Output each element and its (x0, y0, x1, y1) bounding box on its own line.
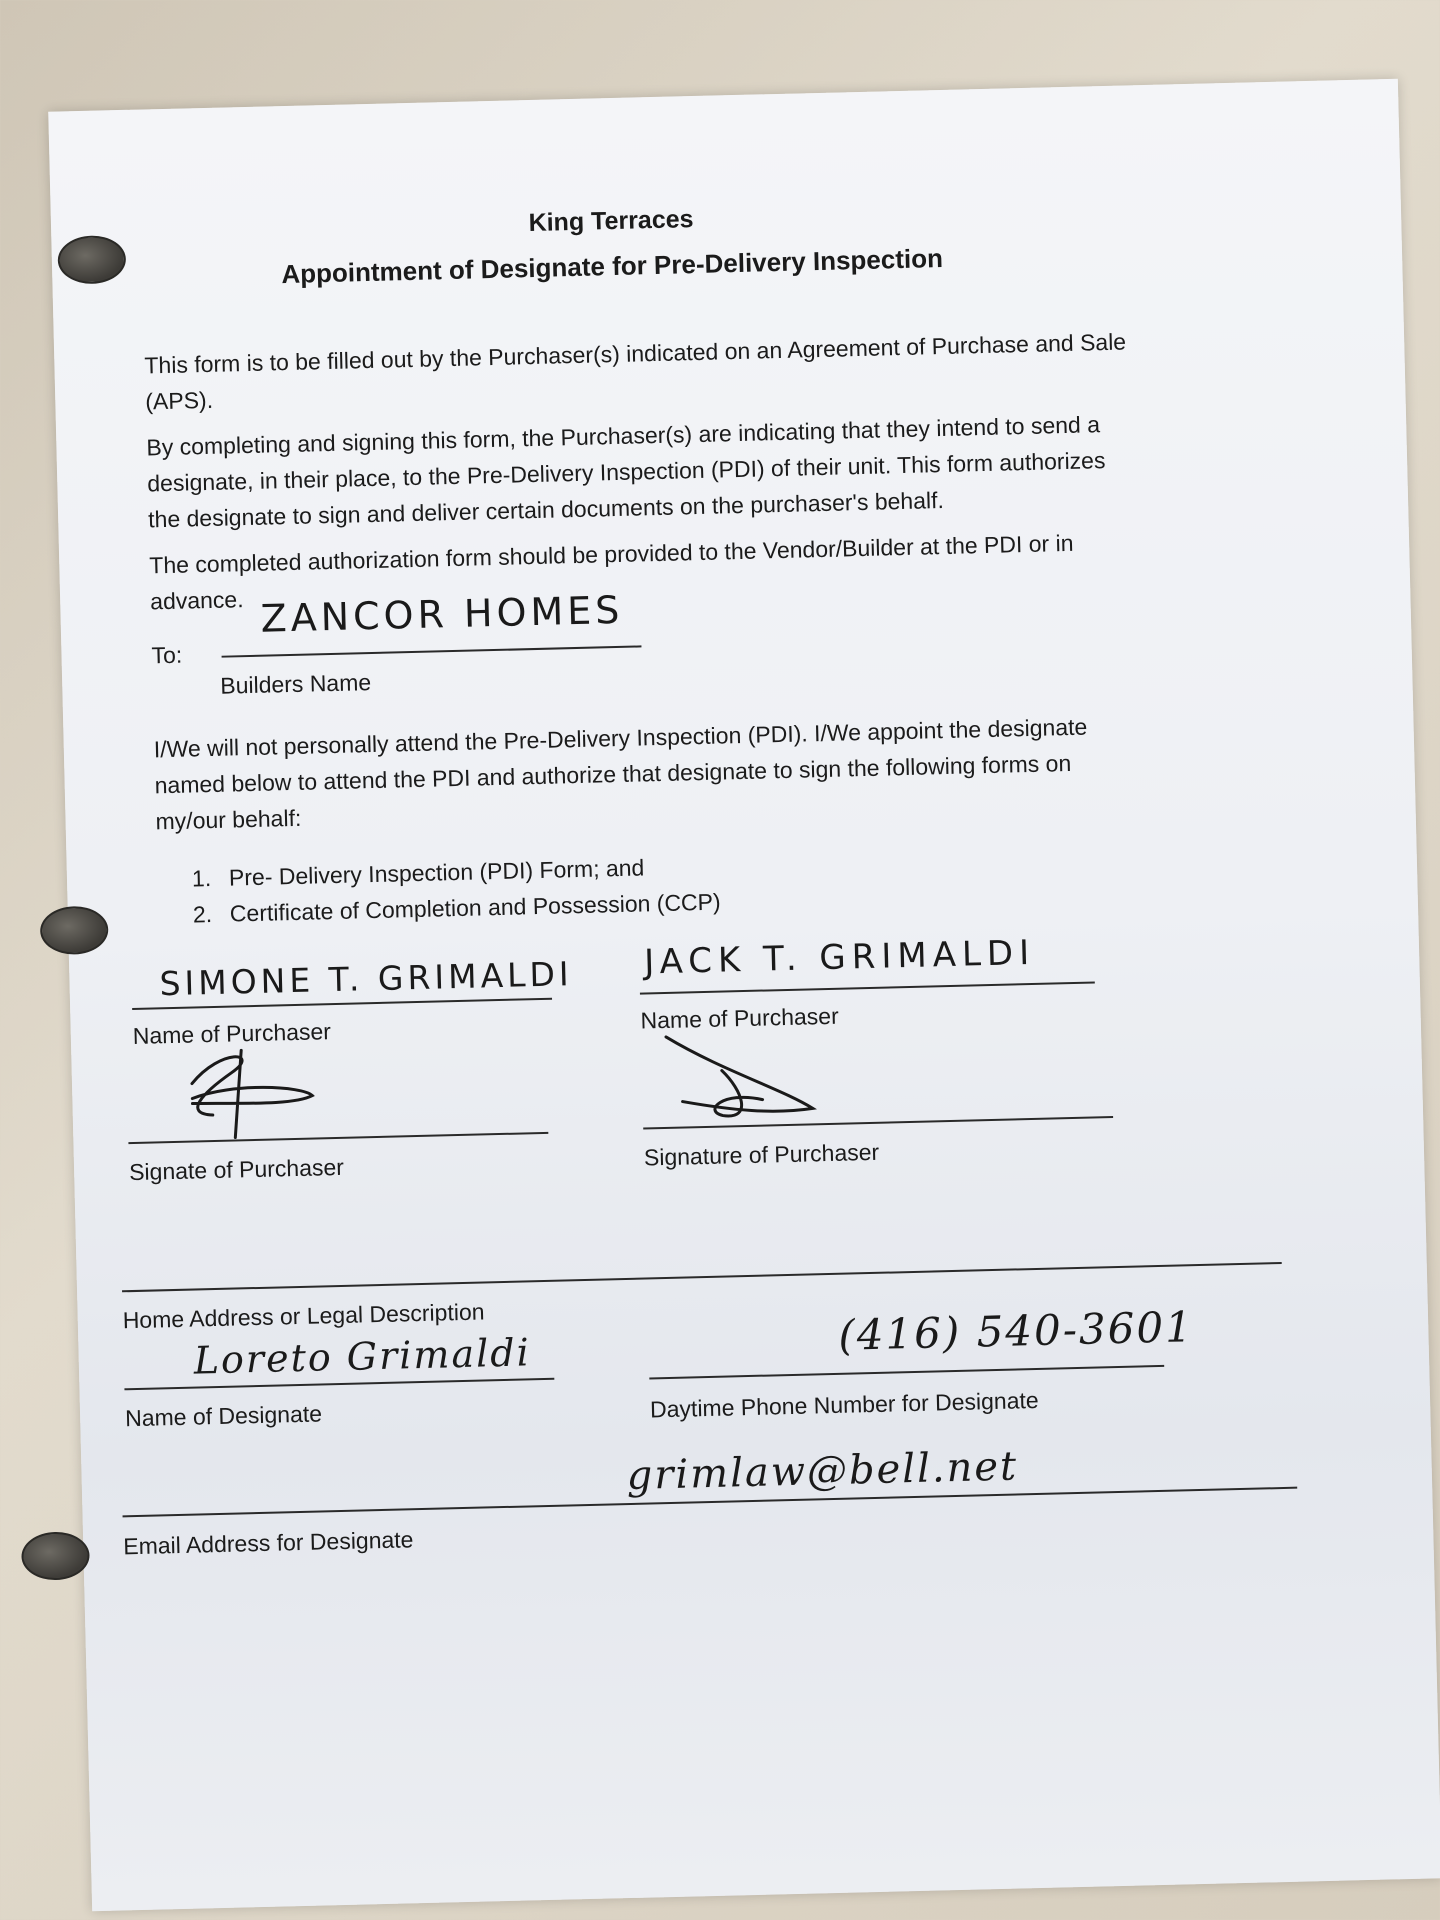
home-address-label: Home Address or Legal Description (122, 1298, 485, 1334)
purchaser1-name-handwritten: SIMONE T. GRIMALDI (159, 954, 574, 1004)
purchaser1-name-label: Name of Purchaser (132, 1018, 332, 1049)
form-list-item-1: Pre- Delivery Inspection (PDI) Form; and (228, 854, 645, 891)
builder-name-handwritten: ZANCOR HOMES (260, 587, 624, 641)
designate-name-handwritten: Loreto Grimaldi (193, 1330, 532, 1383)
designate-phone-handwritten: (416) 540-3601 (837, 1302, 1195, 1360)
paragraph-delivery-line-2: advance. (149, 586, 244, 615)
paragraph-aps-line-2: (APS). (145, 386, 214, 415)
form-list-num-1: 1. (191, 865, 212, 892)
purchaser2-signature-label: Signature of Purchaser (643, 1138, 880, 1171)
form-list-item-2: Certificate of Completion and Possession (CCP) (229, 888, 721, 927)
purchaser2-name-handwritten: JACK T. GRIMALDI (643, 932, 1036, 983)
punch-hole-bottom (21, 1531, 90, 1581)
designate-phone-line (649, 1365, 1164, 1380)
purchaser2-name-label: Name of Purchaser (640, 1002, 839, 1034)
paragraph-designate-line-1: By completing and signing this form, the Purchaser(s) are indicating that they intend to send a (146, 411, 1101, 461)
punch-hole-middle (40, 906, 109, 956)
paragraph-aps-line-1: This form is to be filled out by the Purchaser(s) indicated on an Agreement of Purchase and Sale (144, 328, 1127, 379)
builder-name-line (222, 645, 642, 657)
purchaser1-signature (171, 1040, 323, 1144)
builders-name-label: Builders Name (219, 669, 372, 699)
purchaser2-signature (661, 1028, 833, 1127)
paragraph-appoint-line-2: named below to attend the PDI and authorize that designate to sign the following forms on (154, 749, 1072, 799)
to-label: To: (151, 641, 183, 669)
home-address-line (122, 1262, 1282, 1292)
designate-name-label: Name of Designate (124, 1400, 323, 1432)
paragraph-designate-line-3: the designate to sign and deliver certain documents on the purchaser's behalf. (147, 486, 945, 533)
designate-phone-label: Daytime Phone Number for Designate (649, 1386, 1039, 1423)
form-paper (48, 79, 1440, 1911)
paragraph-delivery-line-1: The completed authorization form should be provided to the Vendor/Builder at the PDI or in (149, 529, 1074, 579)
purchaser2-name-line (640, 981, 1095, 994)
form-list-num-2: 2. (192, 901, 213, 928)
paragraph-designate-line-2: designate, in their place, to the Pre-Delivery Inspection (PDI) of their unit. This form authorizes (147, 447, 1106, 497)
purchaser1-signature-label: Signate of Purchaser (128, 1153, 345, 1186)
paragraph-appoint-line-1: I/We will not personally attend the Pre-Delivery Inspection (PDI). I/We appoint the designate (153, 713, 1088, 763)
paragraph-appoint-line-3: my/our behalf: (155, 804, 302, 835)
document-header: King Terraces (528, 205, 694, 238)
designate-email-label: Email Address for Designate (122, 1526, 414, 1560)
designate-email-handwritten: grimlaw@bell.net (626, 1443, 1019, 1500)
designate-name-line (124, 1378, 554, 1391)
document-title: Appointment of Designate for Pre-Delivery Inspection (281, 242, 944, 290)
